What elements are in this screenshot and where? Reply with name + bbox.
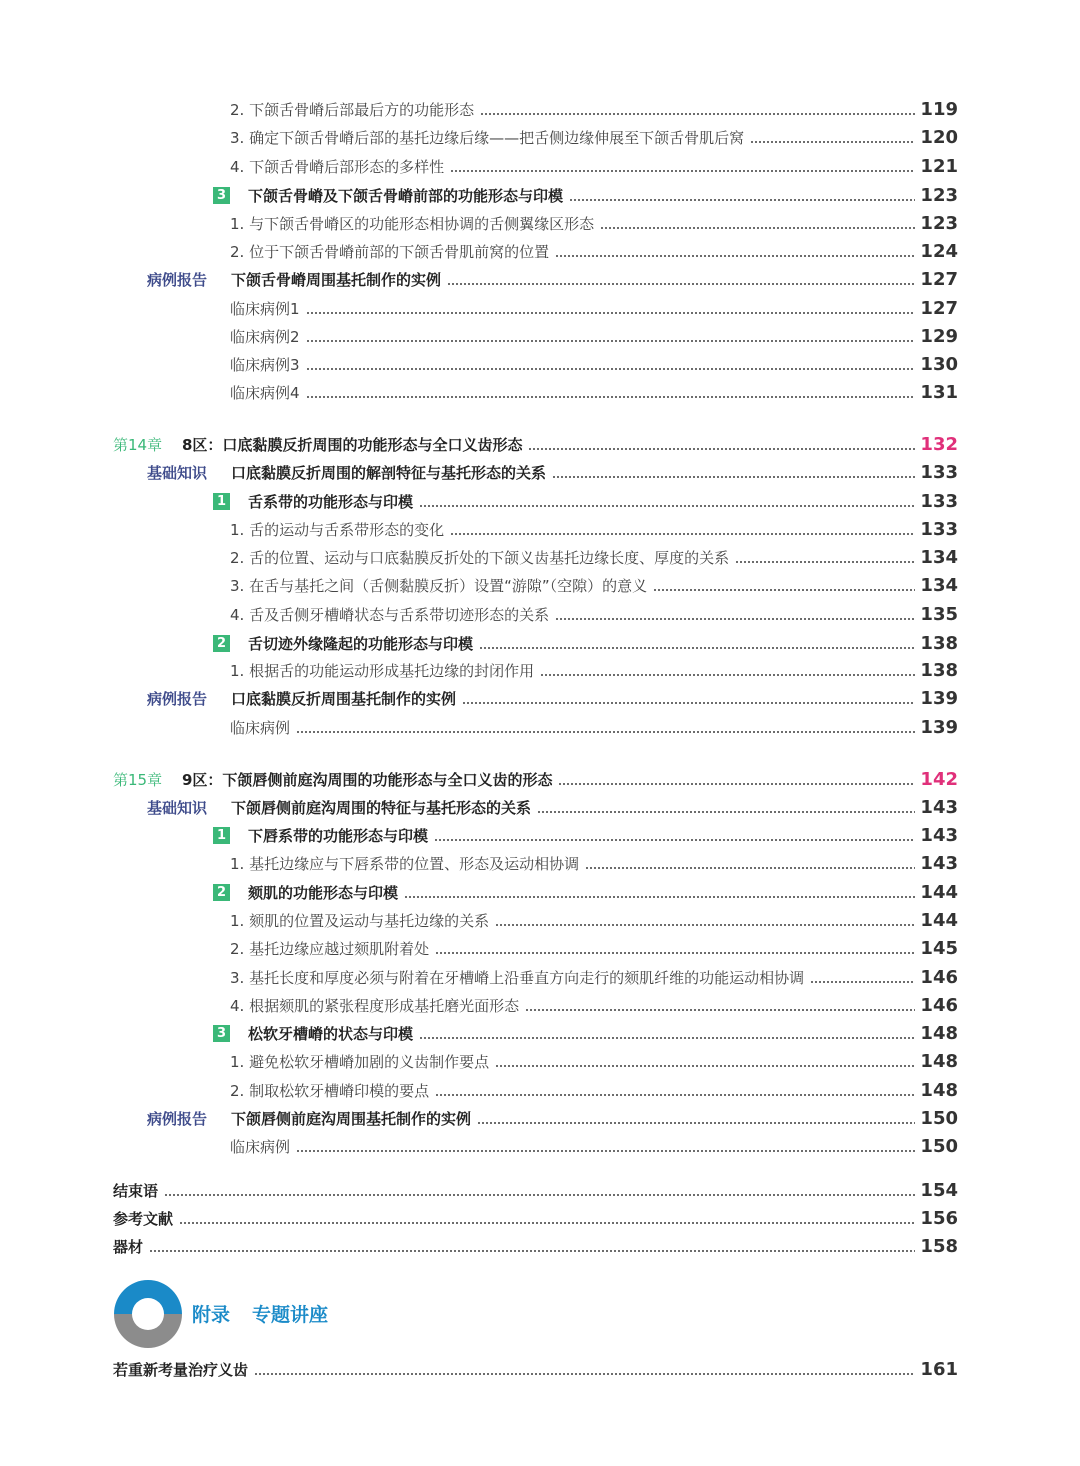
page-number: 121: [920, 156, 958, 177]
page-number: 161: [920, 1359, 958, 1380]
entry-title: 2. 基托边缘应越过颏肌附着处: [230, 940, 430, 958]
entry-label: 基础知识: [147, 464, 208, 482]
entry-label: 基础知识: [147, 799, 208, 817]
entry-title: 2. 舌的位置、运动与口底黏膜反折处的下颌义齿基托边缘长度、厚度的关系: [230, 549, 730, 567]
leader-dots: [179, 1206, 915, 1232]
toc-entry-item: [0, 851, 1080, 877]
leader-dots: [435, 1078, 915, 1104]
final-entry: [0, 1357, 1080, 1383]
toc-entry-chapter: [0, 432, 1080, 458]
leader-dots: [306, 324, 915, 350]
leader-dots: [540, 658, 915, 684]
entry-title: 下颌舌骨嵴及下颌舌骨嵴前部的功能形态与印模: [248, 187, 564, 205]
leader-dots: [450, 517, 915, 543]
page-number: 138: [920, 660, 958, 681]
leader-dots: [419, 489, 915, 515]
leader-dots: [296, 715, 915, 741]
leader-dots: [528, 432, 915, 458]
appendix-title: 专题讲座: [252, 1304, 329, 1326]
toc-entry-sec: [0, 823, 1080, 849]
leader-dots: [585, 851, 915, 877]
page-number: 134: [920, 575, 958, 596]
leader-dots: [750, 125, 915, 151]
section-number: 2: [213, 635, 230, 652]
entry-label: 病例报告: [147, 1110, 208, 1128]
page-number: 131: [920, 382, 958, 403]
toc-entry-label: [0, 267, 1080, 293]
leader-dots: [555, 239, 915, 265]
toc-entry-item: [0, 239, 1080, 265]
leader-dots: [495, 908, 915, 934]
leader-dots: [735, 545, 915, 571]
toc-entry-end: [0, 1234, 1080, 1260]
leader-dots: [495, 1049, 915, 1075]
page-number: 142: [920, 769, 958, 790]
page-number: 154: [920, 1180, 958, 1201]
toc-entry-item: [0, 380, 1080, 406]
leader-dots: [447, 267, 915, 293]
toc-entry-item: [0, 908, 1080, 934]
leader-dots: [558, 767, 915, 793]
toc-entry-chapter: [0, 767, 1080, 793]
page-number: 127: [920, 269, 958, 290]
leader-dots: [525, 993, 915, 1019]
page-number: 120: [920, 127, 958, 148]
entry-title: 4. 舌及舌侧牙槽嵴状态与舌系带切迹形态的关系: [230, 606, 550, 624]
entry-title: 4. 下颌舌骨嵴后部形态的多样性: [230, 158, 445, 176]
toc-entry-label: [0, 686, 1080, 712]
toc-entry-item: [0, 125, 1080, 151]
page-number: 132: [920, 434, 958, 455]
entry-title: 松软牙槽嵴的状态与印模: [248, 1025, 414, 1043]
page-number: 138: [920, 633, 958, 654]
entry-title: 3. 确定下颌舌骨嵴后部的基托边缘后缘——把舌侧边缘伸展至下颌舌骨肌后窝: [230, 129, 745, 147]
toc-entry-sec: [0, 1021, 1080, 1047]
entry-title: 临床病例4: [230, 384, 300, 402]
section-number: 3: [213, 1025, 230, 1042]
entry-title: 临床病例: [230, 719, 291, 737]
toc-entry-item: [0, 1078, 1080, 1104]
entry-title: 下唇系带的功能形态与印模: [248, 827, 429, 845]
section-number: 1: [213, 493, 230, 510]
page-number: 146: [920, 995, 958, 1016]
section-number: 1: [213, 827, 230, 844]
leader-dots: [306, 296, 915, 322]
entry-title: 口底黏膜反折周围的解剖特征与基托形态的关系: [231, 464, 547, 482]
toc-entry-sec: [0, 880, 1080, 906]
entry-title: 9区：下颌唇侧前庭沟周围的功能形态与全口义齿的形态: [182, 771, 553, 789]
toc-entry-item: [0, 1134, 1080, 1160]
page-number: 145: [920, 938, 958, 959]
leader-dots: [480, 97, 915, 123]
appendix-ring-icon: [112, 1278, 184, 1350]
entry-title: 下颌舌骨嵴周围基托制作的实例: [231, 271, 442, 289]
page-number: 127: [920, 298, 958, 319]
leader-dots: [450, 154, 915, 180]
page-number: 123: [920, 213, 958, 234]
entry-title: 4. 根据颏肌的紧张程度形成基托磨光面形态: [230, 997, 520, 1015]
section-number: 2: [213, 884, 230, 901]
leader-dots: [296, 1134, 915, 1160]
toc-entry-item: [0, 517, 1080, 543]
toc-entry-item: [0, 936, 1080, 962]
entry-title: 结束语: [113, 1182, 159, 1200]
toc-entry-end: [0, 1206, 1080, 1232]
leader-dots: [653, 573, 915, 599]
leader-dots: [254, 1357, 915, 1383]
page-number: 130: [920, 354, 958, 375]
toc-entry-label: [0, 795, 1080, 821]
entry-title: 3. 基托长度和厚度必须与附着在牙槽嵴上沿垂直方向走行的颏肌纤维的功能运动相协调: [230, 969, 805, 987]
toc-entry-item: [0, 545, 1080, 571]
appendix-heading: [192, 1300, 350, 1330]
leader-dots: [149, 1234, 915, 1260]
leader-dots: [810, 965, 915, 991]
entry-title: 2. 位于下颌舌骨嵴前部的下颌舌骨肌前窝的位置: [230, 243, 550, 261]
entry-title: 临床病例: [230, 1138, 291, 1156]
entry-title: 器材: [113, 1238, 144, 1256]
leader-dots: [404, 880, 915, 906]
toc-entry-item: [0, 658, 1080, 684]
entry-title: 1. 避免松软牙槽嵴加剧的义齿制作要点: [230, 1053, 490, 1071]
page-number: 133: [920, 491, 958, 512]
toc-entry-item: [0, 715, 1080, 741]
entry-title: 舌系带的功能形态与印模: [248, 493, 414, 511]
entry-title: 临床病例1: [230, 300, 300, 318]
toc-entry-item: [0, 154, 1080, 180]
leader-dots: [164, 1178, 915, 1204]
appendix-label: 附录: [192, 1304, 231, 1326]
page-number: 143: [920, 797, 958, 818]
toc-entry-item: [0, 324, 1080, 350]
entry-title: 8区：口底黏膜反折周围的功能形态与全口义齿形态: [182, 436, 523, 454]
entry-title: 临床病例2: [230, 328, 300, 346]
toc-entry-item: [0, 965, 1080, 991]
leader-dots: [434, 823, 915, 849]
entry-title: 若重新考量治疗义齿: [113, 1361, 249, 1379]
leader-dots: [600, 211, 915, 237]
toc-entry-end: [0, 1178, 1080, 1204]
entry-title: 2. 制取松软牙槽嵴印模的要点: [230, 1082, 430, 1100]
page-number: 119: [920, 99, 958, 120]
page-number: 134: [920, 547, 958, 568]
entry-title: 口底黏膜反折周围基托制作的实例: [231, 690, 457, 708]
leader-dots: [552, 460, 915, 486]
toc-entry-label: [0, 1106, 1080, 1132]
page-number: 150: [920, 1108, 958, 1129]
page-number: 139: [920, 717, 958, 738]
page-number: 144: [920, 882, 958, 903]
entry-title: 1. 颏肌的位置及运动与基托边缘的关系: [230, 912, 490, 930]
page-number: 139: [920, 688, 958, 709]
leader-dots: [306, 380, 915, 406]
entry-title: 下颌唇侧前庭沟周围基托制作的实例: [231, 1110, 472, 1128]
leader-dots: [479, 631, 915, 657]
page-number: 129: [920, 326, 958, 347]
toc-entry-sec: [0, 631, 1080, 657]
page-number: 144: [920, 910, 958, 931]
toc-entry-item: [0, 211, 1080, 237]
page-number: 143: [920, 853, 958, 874]
leader-dots: [306, 352, 915, 378]
leader-dots: [477, 1106, 915, 1132]
leader-dots: [462, 686, 915, 712]
page-number: 148: [920, 1051, 958, 1072]
entry-label: 病例报告: [147, 271, 208, 289]
page-number: 123: [920, 185, 958, 206]
toc-entry-sec: [0, 183, 1080, 209]
toc-entry-item: [0, 1049, 1080, 1075]
entry-title: 临床病例3: [230, 356, 300, 374]
toc-entry-sec: [0, 489, 1080, 515]
entry-title: 颏肌的功能形态与印模: [248, 884, 399, 902]
toc-entry-item: [0, 993, 1080, 1019]
entry-title: 舌切迹外缘隆起的功能形态与印模: [248, 635, 474, 653]
entry-title: 下颌唇侧前庭沟周围的特征与基托形态的关系: [231, 799, 532, 817]
entry-title: 2. 下颌舌骨嵴后部最后方的功能形态: [230, 101, 475, 119]
section-number: 3: [213, 187, 230, 204]
entry-title: 1. 基托边缘应与下唇系带的位置、形态及运动相协调: [230, 855, 580, 873]
page-number: 133: [920, 462, 958, 483]
page-number: 133: [920, 519, 958, 540]
page-number: 148: [920, 1023, 958, 1044]
chapter-number: 第15章: [113, 771, 163, 789]
toc-entry-item: [0, 602, 1080, 628]
page-number: 143: [920, 825, 958, 846]
page-number: 135: [920, 604, 958, 625]
leader-dots: [555, 602, 915, 628]
toc-entry-label: [0, 460, 1080, 486]
toc-entry-item: [0, 573, 1080, 599]
toc-entry-item: [0, 97, 1080, 123]
page-number: 146: [920, 967, 958, 988]
page-number: 124: [920, 241, 958, 262]
page-number: 156: [920, 1208, 958, 1229]
entry-title: 参考文献: [113, 1210, 174, 1228]
chapter-number: 第14章: [113, 436, 163, 454]
entry-label: 病例报告: [147, 690, 208, 708]
leader-dots: [419, 1021, 915, 1047]
leader-dots: [537, 795, 915, 821]
toc-entry-item: [0, 352, 1080, 378]
page-number: 158: [920, 1236, 958, 1257]
entry-title: 1. 与下颌舌骨嵴区的功能形态相协调的舌侧翼缘区形态: [230, 215, 595, 233]
leader-dots: [435, 936, 915, 962]
page-number: 150: [920, 1136, 958, 1157]
entry-title: 3. 在舌与基托之间（舌侧黏膜反折）设置“游隙”（空隙）的意义: [230, 577, 648, 595]
page-number: 148: [920, 1080, 958, 1101]
leader-dots: [569, 183, 915, 209]
entry-title: 1. 舌的运动与舌系带形态的变化: [230, 521, 445, 539]
toc-entry-item: [0, 296, 1080, 322]
entry-title: 1. 根据舌的功能运动形成基托边缘的封闭作用: [230, 662, 535, 680]
